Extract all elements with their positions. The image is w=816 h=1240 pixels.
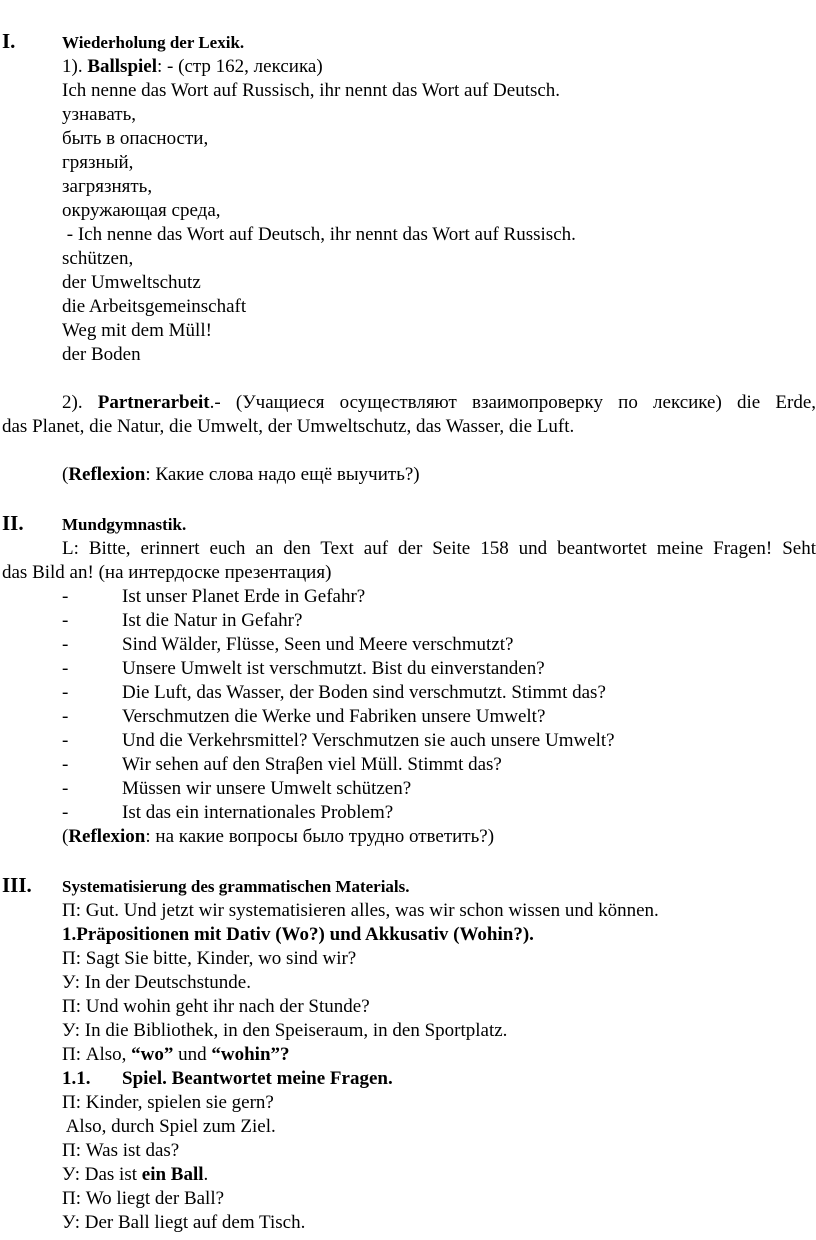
list-dash: - <box>62 610 69 631</box>
list-dash: - <box>62 730 69 751</box>
question-item: Wir sehen auf den Straβen viel Müll. Stimmt das? <box>122 754 502 775</box>
question-item: Verschmutzen die Werke und Fabriken unsere Umwelt? <box>122 706 546 727</box>
de-word: die Arbeitsgemeinschaft <box>62 296 247 317</box>
partnerarbeit-prefix: 2). <box>62 392 98 413</box>
ball-prefix: У: Das ist <box>62 1164 142 1185</box>
partnerarbeit-line-2: das Planet, die Natur, die Umwelt, der Umweltschutz, das Wasser, die Luft. <box>2 416 575 437</box>
reflexion-label: Reflexion <box>68 826 146 847</box>
spiel-number: 1.1. <box>62 1068 91 1089</box>
section-3-heading: Systematisierung des grammatischen Materials. <box>62 877 410 896</box>
list-dash: - <box>62 586 69 607</box>
list-dash: - <box>62 754 69 775</box>
question-item: Die Luft, das Wasser, der Boden sind verschmutzt. Stimmt das? <box>122 682 606 703</box>
section-2-heading: Mundgymnastik. <box>62 515 187 534</box>
list-dash: - <box>62 706 69 727</box>
reflexion-2 <box>62 826 494 848</box>
reflexion-1 <box>62 464 420 486</box>
list-dash: - <box>62 802 69 823</box>
ballspiel-line <box>62 56 323 78</box>
instruction-de-ru: - Ich nenne das Wort auf Deutsch, ihr nennt das Wort auf Russisch. <box>62 224 576 245</box>
dialog-line: П: Was ist das? <box>62 1140 180 1161</box>
praepositionen-heading: 1.Präpositionen mit Dativ (Wo?) und Akkusativ (Wohin?). <box>62 924 534 945</box>
question-item: Sind Wälder, Flüsse, Seen und Meere verschmutzt? <box>122 634 514 655</box>
reflexion-text: : на какие вопросы было трудно ответить?) <box>145 826 495 847</box>
question-item: Unsere Umwelt ist verschmutzt. Bist du einverstanden? <box>122 658 545 679</box>
list-dash: - <box>62 658 69 679</box>
ball-end: . <box>203 1164 209 1185</box>
de-word: Weg mit dem Müll! <box>62 320 212 341</box>
also-prefix: П: Also, <box>62 1044 132 1065</box>
partnerarbeit-rest: .- (Учащиеся осуществляют взаимопроверку по лексике) die Erde, <box>209 392 816 413</box>
ball-line <box>62 1164 208 1186</box>
list-dash: - <box>62 634 69 655</box>
spiel-heading <box>122 1068 393 1090</box>
ballspiel-prefix: 1). <box>62 56 88 77</box>
ru-word: быть в опасности, <box>62 128 209 149</box>
dialog-line: П: Sagt Sie bitte, Kinder, wo sind wir? <box>62 948 357 969</box>
spiel-label: Spiel <box>122 1068 163 1089</box>
dialog-line: Also, durch Spiel zum Ziel. <box>62 1116 276 1137</box>
reflexion-open: ( <box>62 826 69 847</box>
also-line <box>62 1044 290 1066</box>
section-3-number: III. <box>2 873 32 897</box>
also-und: und <box>173 1044 212 1065</box>
mundgymnastik-intro-1: L: Bitte, erinnert euch an den Text auf der Seite 158 und beantwortet meine Fragen! Seht <box>62 538 816 559</box>
partnerarbeit-line <box>62 392 816 414</box>
dialog-line: У: Der Ball liegt auf dem Tisch. <box>62 1212 306 1233</box>
de-word: der Umweltschutz <box>62 272 201 293</box>
dialog-line: У: In der Deutschstunde. <box>62 972 251 993</box>
reflexion-label: Reflexion <box>68 464 146 485</box>
also-wohin: “wohin”? <box>211 1044 290 1065</box>
instruction-ru-de: Ich nenne das Wort auf Russisch, ihr nennt das Wort auf Deutsch. <box>62 80 561 101</box>
de-word: der Boden <box>62 344 141 365</box>
list-dash: - <box>62 682 69 703</box>
question-item: Ist das ein internationales Problem? <box>122 802 394 823</box>
de-word: schützen, <box>62 248 134 269</box>
ru-word: узнавать, <box>62 104 136 125</box>
section-2-number: II. <box>2 511 24 535</box>
question-item: Und die Verkehrsmittel? Verschmutzen sie auch unsere Umwelt? <box>122 730 615 751</box>
ru-word: грязный, <box>62 152 134 173</box>
partnerarbeit-label: Partnerarbeit <box>97 392 210 413</box>
ru-word: загрязнять, <box>62 176 153 197</box>
spiel-rest: . Beantwortet meine Fragen. <box>162 1068 393 1089</box>
ball-bold: ein Ball <box>141 1164 204 1185</box>
dialog-line: П: Kinder, spielen sie gern? <box>62 1092 274 1113</box>
ballspiel-label: Ballspiel <box>87 56 158 77</box>
ballspiel-rest: : - (стр 162, лексика) <box>157 56 323 77</box>
question-item: Ist die Natur in Gefahr? <box>122 610 303 631</box>
dialog-line: П: Wo liegt der Ball? <box>62 1188 225 1209</box>
mundgymnastik-intro-2: das Bild an! (на интердоске презентация) <box>2 562 332 583</box>
question-item: Ist unser Planet Erde in Gefahr? <box>122 586 366 607</box>
also-wo: “wo” <box>131 1044 174 1065</box>
section-1-heading: Wiederholung der Lexik. <box>62 33 245 52</box>
question-item: Müssen wir unsere Umwelt schützen? <box>122 778 412 799</box>
reflexion-open: ( <box>62 464 69 485</box>
section-1-number: I. <box>2 29 16 53</box>
dialog-line: У: In die Bibliothek, in den Speiseraum, in den Sportplatz. <box>62 1020 508 1041</box>
ru-word: окружающая среда, <box>62 200 221 221</box>
dialog-line: П: Und wohin geht ihr nach der Stunde? <box>62 996 370 1017</box>
reflexion-text: : Какие слова надо ещё выучить?) <box>145 464 420 485</box>
dialog-line: П: Gut. Und jetzt wir systematisieren alles, was wir schon wissen und können. <box>62 900 659 921</box>
list-dash: - <box>62 778 69 799</box>
